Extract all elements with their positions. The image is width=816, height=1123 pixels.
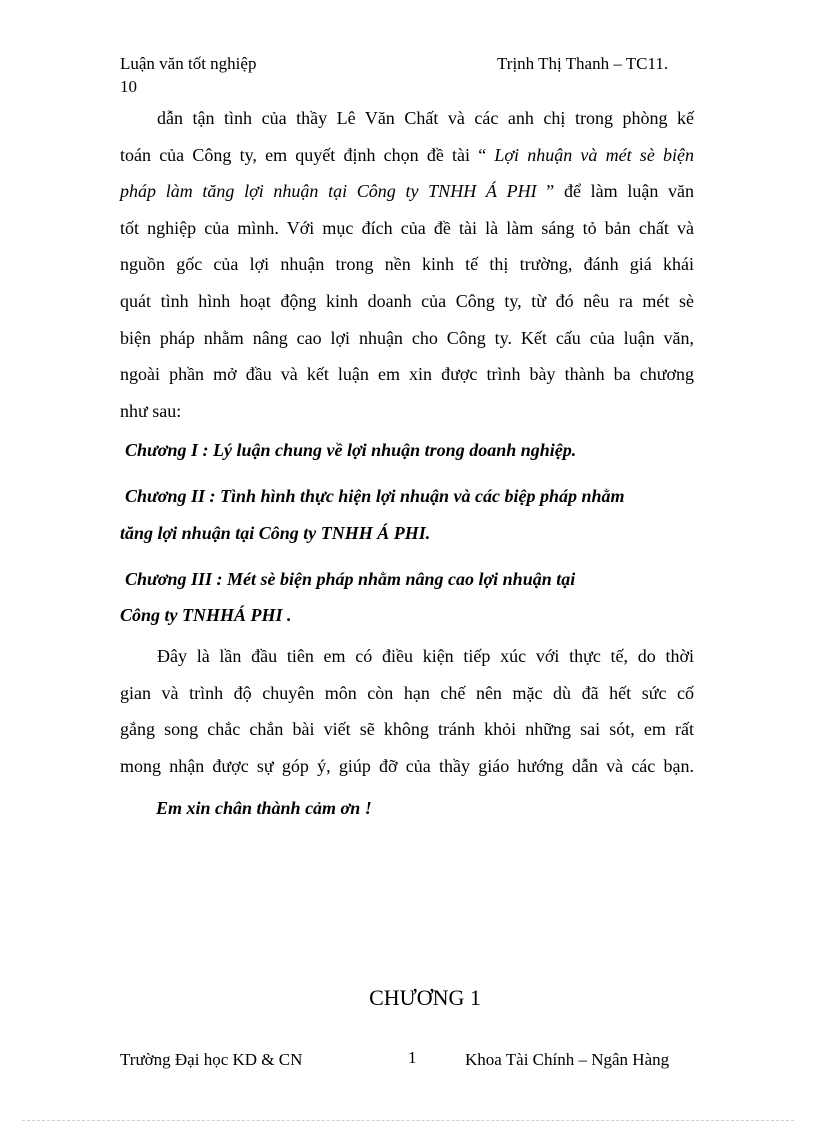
intro-line: pháp làm tăng lợi nhuận tại Công ty TNHH Á PHI ” để làm luận văn [120,181,695,202]
footer-left: Trường Đại học KD & CN [120,1050,303,1069]
closing-line: gian và trình độ chuyên môn còn hạn chế nên mặc dù đã hết sức cố [120,682,694,703]
chapter-2-heading-cont: tăng lợi nhuận tại Công ty TNHH Á PHI. [120,523,431,543]
chapter-3-heading-cont: Công ty TNHHÁ PHI . [120,605,292,625]
intro-line: biện pháp nhằm nâng cao lợi nhuận cho Công ty. Kết cấu của luận văn, [120,327,694,348]
closing-line: Đây là lần đầu tiên em có điều kiện tiếp xúc với thực tế, do thời [157,646,694,666]
header-continuation: 10 [120,77,137,96]
intro-paragraph [120,100,694,429]
header-right: Trịnh Thị Thanh – TC11. [497,54,669,73]
intro-line: tốt nghiệp của mình. Với mục đích của đề tài là làm sáng tỏ bản chất và [120,217,694,238]
page-boundary [22,1120,794,1121]
chapter-title: CHƯƠNG 1 [369,985,481,1010]
chapter-1-heading: Chương I : Lý luận chung về lợi nhuận trong doanh nghiệp. [125,440,577,460]
closing-line: mong nhận được sự góp ý, giúp đỡ của thầy giáo hướng dẫn và các bạn. [120,755,694,776]
closing-paragraph [120,638,694,784]
footer-right: Khoa Tài Chính – Ngân Hàng [465,1050,670,1069]
intro-line: nguồn gốc của lợi nhuận trong nền kinh tế thị trường, đánh giá khái [120,254,694,275]
chapter-2-heading: Chương II : Tình hình thực hiện lợi nhuận và các biệp pháp nhằm [125,486,625,506]
thanks-line: Em xin chân thành cảm ơn ! [156,798,372,818]
intro-line: ngoài phần mở đầu và kết luận em xin được trình bày thành ba chương [120,364,694,385]
intro-line: dẫn tận tình của thầy Lê Văn Chất và các anh chị trong phòng kế [157,108,694,128]
intro-line: toán của Công ty, em quyết định chọn đề tài “ Lợi nhuận và mét sè biện [120,144,694,165]
intro-line: như sau: [120,400,182,421]
page-number: 1 [408,1048,417,1067]
header-left: Luận văn tốt nghiệp [120,54,257,73]
chapter-3-heading: Chương III : Mét sè biện pháp nhằm nâng cao lợi nhuận tại [125,569,576,589]
intro-line: quát tình hình hoạt động kinh doanh của Công ty, từ đó nêu ra mét sè [120,290,694,311]
closing-line: gắng song chắc chắn bài viết sẽ không tránh khỏi những sai sót, em rất [120,719,694,740]
